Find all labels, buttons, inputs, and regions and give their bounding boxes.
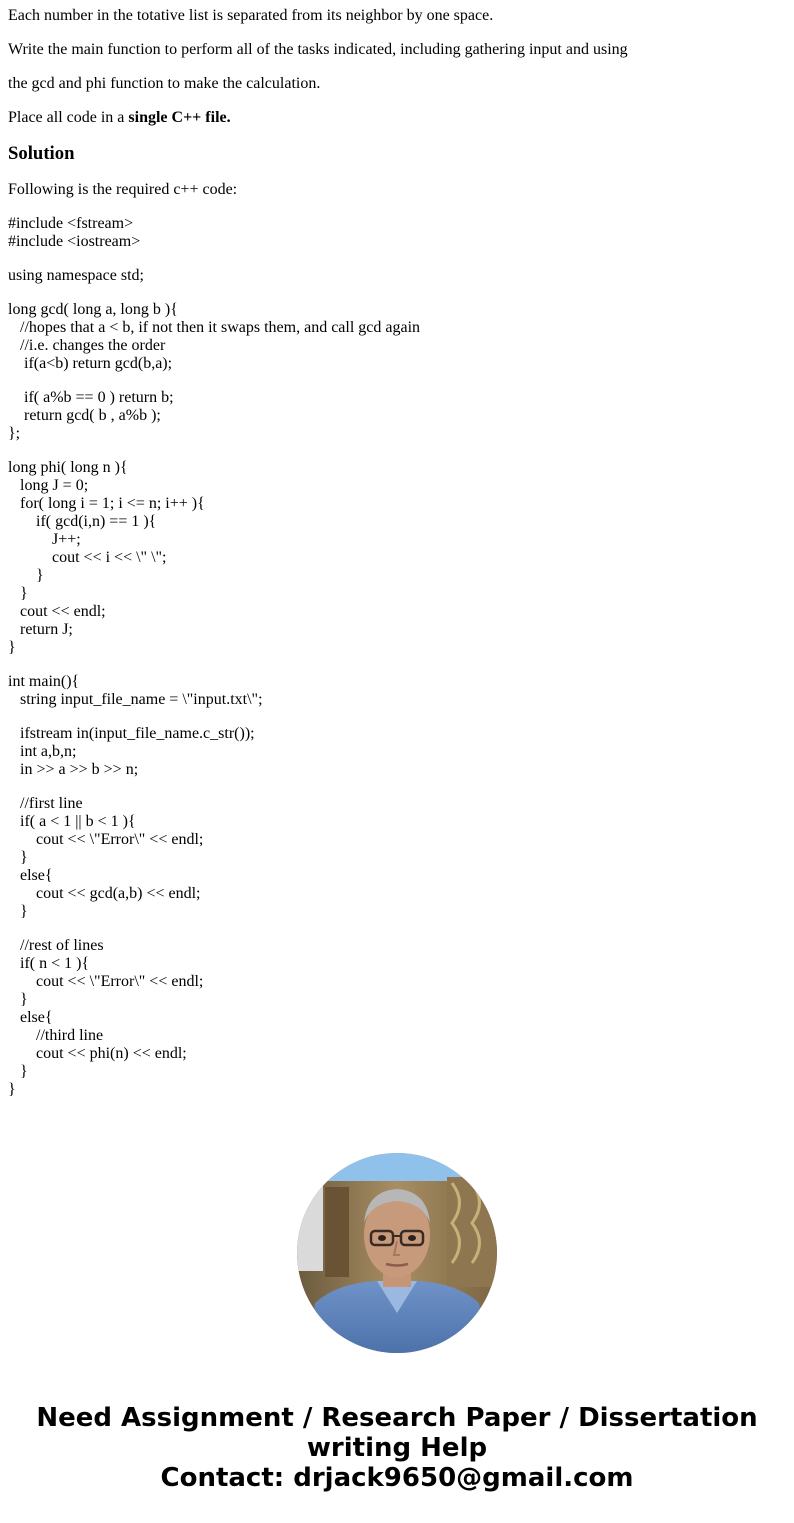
code-gcd-part2: if( a%b == 0 ) return b; return gcd( b , a%b ); }; xyxy=(8,389,174,442)
code-namespace: using namespace std; xyxy=(8,267,144,284)
code-main-rest-lines: //rest of lines if( n < 1 ){ cout << \"Error\" << endl; } else{ //third line cout << phi(n) << endl; } } xyxy=(8,937,204,1098)
solution-heading: Solution xyxy=(8,143,75,164)
intro-paragraph-3: the gcd and phi function to make the calculation. xyxy=(8,75,321,92)
code-main-start: int main(){ string input_file_name = \"input.txt\"; xyxy=(8,673,263,708)
intro-paragraph-2: Write the main function to perform all of the tasks indicated, including gathering input and using xyxy=(8,41,628,58)
author-photo xyxy=(297,1153,497,1353)
document-body xyxy=(8,7,778,1115)
code-main-first-line: //first line if( a < 1 || b < 1 ){ cout << \"Error\" << endl; } else{ cout << gcd(a,b) << endl; } xyxy=(20,795,204,920)
code-includes: #include <fstream> #include <iostream> xyxy=(8,215,141,250)
contact-banner xyxy=(0,1403,794,1493)
code-gcd-part1: long gcd( long a, long b ){ //hopes that a < b, if not then it swaps them, and call gcd again //i.e. changes the order if(a<b) return gcd(b,a); xyxy=(8,301,421,372)
banner-contact-email: Contact: drjack9650@gmail.com xyxy=(160,1463,634,1493)
place-code-emphasis: single C++ file. xyxy=(128,109,231,126)
place-code-instruction xyxy=(8,109,778,127)
banner-subheadline: writing Help xyxy=(306,1433,488,1463)
author-portrait-image xyxy=(297,1153,497,1353)
place-code-prefix: Place all code in a xyxy=(8,109,129,126)
code-phi-function: long phi( long n ){ long J = 0; for( long i = 1; i <= n; i++ ){ if( gcd(i,n) == 1 ){ J++; cout << i << \" \"; } } cout << endl; return J; } xyxy=(8,459,205,656)
solution-intro: Following is the required c++ code: xyxy=(8,181,238,198)
banner-headline: Need Assignment / Research Paper / Dissertation xyxy=(36,1403,758,1433)
intro-paragraph-1: Each number in the totative list is separated from its neighbor by one space. xyxy=(8,7,494,24)
code-main-input: ifstream in(input_file_name.c_str()); int a,b,n; in >> a >> b >> n; xyxy=(20,725,255,778)
